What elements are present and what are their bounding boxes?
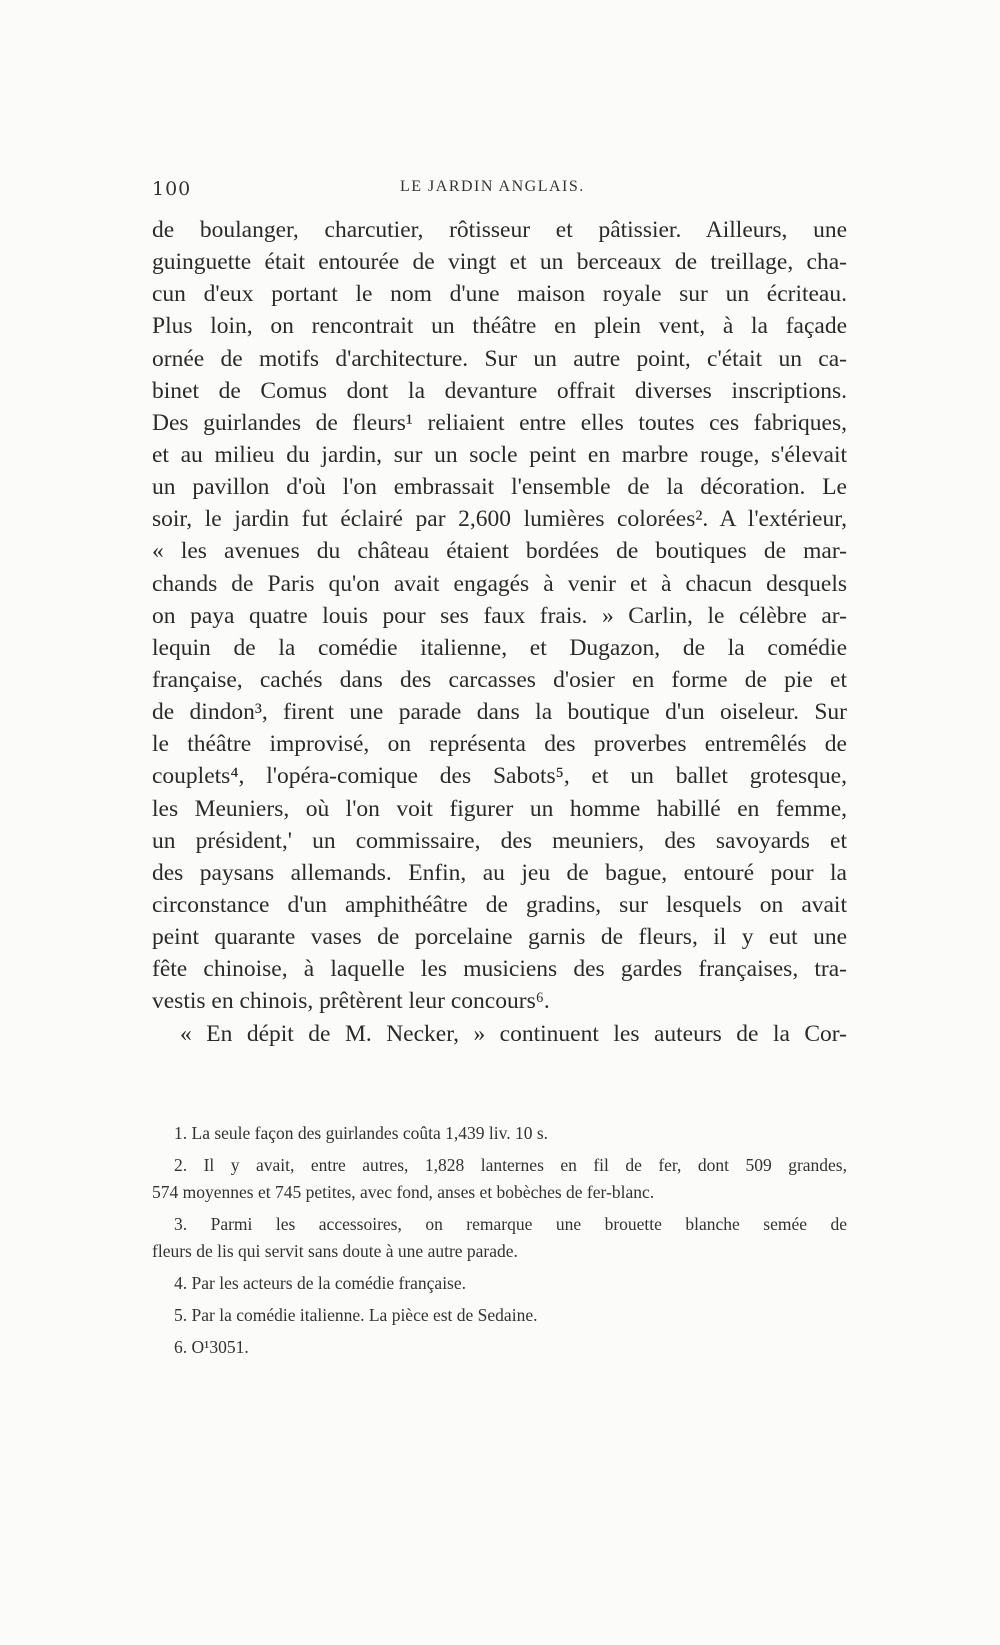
main-text xyxy=(152,214,847,1050)
text-line: chands de Paris qu'on avait engagés à venir et à chacun desquels xyxy=(152,570,847,597)
page-number: 100 xyxy=(152,178,192,200)
text-line: ornée de motifs d'architecture. Sur un autre point, c'était un ca- xyxy=(152,345,847,372)
footnote-line: 5. Par la comédie italienne. La pièce est de Sedaine. xyxy=(174,1305,538,1325)
text-line: vestis en chinois, prêtèrent leur concours⁶. xyxy=(152,988,550,1015)
text-line: binet de Comus dont la devanture offrait diverses inscriptions. xyxy=(152,377,847,404)
text-line: Des guirlandes de fleurs¹ reliaient entre elles toutes ces fabriques, xyxy=(152,409,847,436)
text-line: on paya quatre louis pour ses faux frais. » Carlin, le célèbre ar- xyxy=(152,602,847,629)
text-line: circonstance d'un amphithéâtre de gradins, sur lesquels on avait xyxy=(152,891,847,918)
text-line: le théâtre improvisé, on représenta des proverbes entremêlés de xyxy=(152,731,847,758)
text-line: Plus loin, on rencontrait un théâtre en plein vent, à la façade xyxy=(152,313,847,340)
text-line: un président,' un commissaire, des meuniers, des savoyards et xyxy=(152,827,847,854)
text-line: soir, le jardin fut éclairé par 2,600 lumières colorées². A l'extérieur, xyxy=(152,506,847,533)
text-line: « En dépit de M. Necker, » continuent les auteurs de la Cor- xyxy=(180,1020,847,1047)
footnote-line: 4. Par les acteurs de la comédie française. xyxy=(174,1273,467,1293)
text-line: couplets⁴, l'opéra-comique des Sabots⁵, et un ballet grotesque, xyxy=(152,763,847,790)
footnote-line: fleurs de lis qui servit sans doute à une autre parade. xyxy=(152,1241,518,1261)
text-line: de boulanger, charcutier, rôtisseur et pâtissier. Ailleurs, une xyxy=(152,217,847,243)
text-line: cun d'eux portant le nom d'une maison royale sur un écriteau. xyxy=(152,281,847,308)
footnote-line: 1. La seule façon des guirlandes coûta 1,439 liv. 10 s. xyxy=(174,1123,549,1143)
text-line: guinguette était entourée de vingt et un berceaux de treillage, cha- xyxy=(152,249,847,276)
text-line: fête chinoise, à laquelle les musiciens des gardes françaises, tra- xyxy=(152,956,847,983)
text-line: peint quarante vases de porcelaine garnis de fleurs, il y eut une xyxy=(152,924,847,951)
page-header xyxy=(152,178,847,204)
footnote-line: 6. O¹3051. xyxy=(174,1337,249,1357)
footnotes xyxy=(152,1120,847,1361)
text-line: les Meuniers, où l'on voit figurer un homme habillé en femme, xyxy=(152,795,847,822)
footnote-line: 2. Il y avait, entre autres, 1,828 lanternes en fil de fer, dont 509 grandes, xyxy=(174,1155,847,1175)
text-line: et au milieu du jardin, sur un socle peint en marbre rouge, s'élevait xyxy=(152,441,847,468)
running-title: LE JARDIN ANGLAIS. xyxy=(400,178,585,195)
text-line: « les avenues du château étaient bordées de boutiques de mar- xyxy=(152,538,847,565)
text-line: un pavillon d'où l'on embrassait l'ensemble de la décoration. Le xyxy=(152,474,847,501)
text-line: française, cachés dans des carcasses d'osier en forme de pie et xyxy=(152,666,847,693)
footnote-line: 3. Parmi les accessoires, on remarque une brouette blanche semée de xyxy=(174,1214,847,1234)
text-line: lequin de la comédie italienne, et Dugazon, de la comédie xyxy=(152,634,847,661)
text-line: des paysans allemands. Enfin, au jeu de bague, entouré pour la xyxy=(152,859,847,886)
text-line: de dindon³, firent une parade dans la boutique d'un oiseleur. Sur xyxy=(152,699,847,726)
footnote-line: 574 moyennes et 745 petites, avec fond, anses et bobèches de fer-blanc. xyxy=(152,1182,655,1202)
